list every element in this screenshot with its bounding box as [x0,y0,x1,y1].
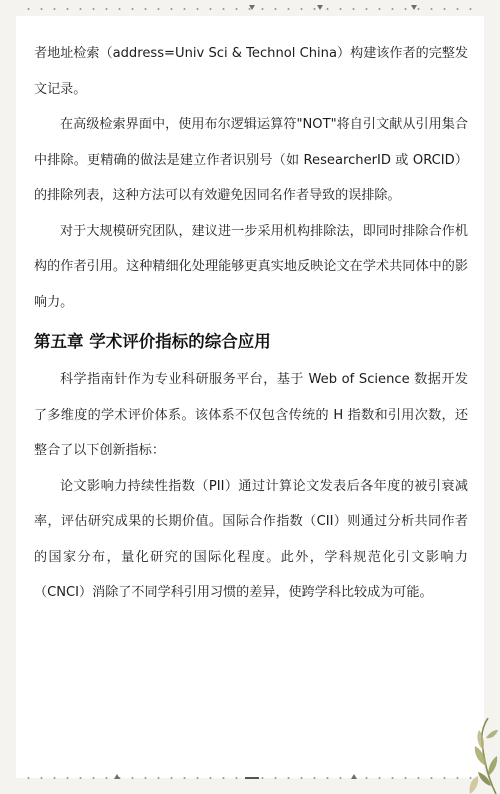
paragraph: 者地址检索（address=Univ Sci & Technol China）构建该作者的完整发文记录。 [34,46,468,97]
paragraph: 在高级检索界面中，使用布尔逻辑运算符"NOT"将自引文献从引用集合中排除。更精确的做法是建立作者识别号（如 ResearcherID 或 ORCID）的排除列表，这种方法可以有效避免因同名作者导致的误排除。 [34,117,468,203]
document-body [34,36,468,611]
paragraph: 论文影响力持续性指数（PII）通过计算论文发表后各年度的被引衰减率，评估研究成果的长期价值。国际合作指数（CII）则通过分析共同作者的国家分布，量化研究的国际化程度。此外，学科规范化引文影响力（CNCI）消除了不同学科引用习惯的差异，使跨学科比较成为可能。 [34,478,468,600]
chapter-heading: 第五章 学术评价指标的综合应用 [34,332,271,351]
paragraph: 科学指南针作为专业科研服务平台，基于 Web of Science 数据开发了多维度的学术评价体系。该体系不仅包含传统的 H 指数和引用次数，还整合了以下创新指标： [34,372,468,458]
paragraph: 对于大规模研究团队，建议进一步采用机构排除法，即同时排除合作机构的作者引用。这种精细化处理能够更真实地反映论文在学术共同体中的影响力。 [34,223,468,310]
top-dotted-border [22,5,478,13]
bottom-dotted-border [22,774,478,782]
leaf-branch-icon [430,718,500,794]
